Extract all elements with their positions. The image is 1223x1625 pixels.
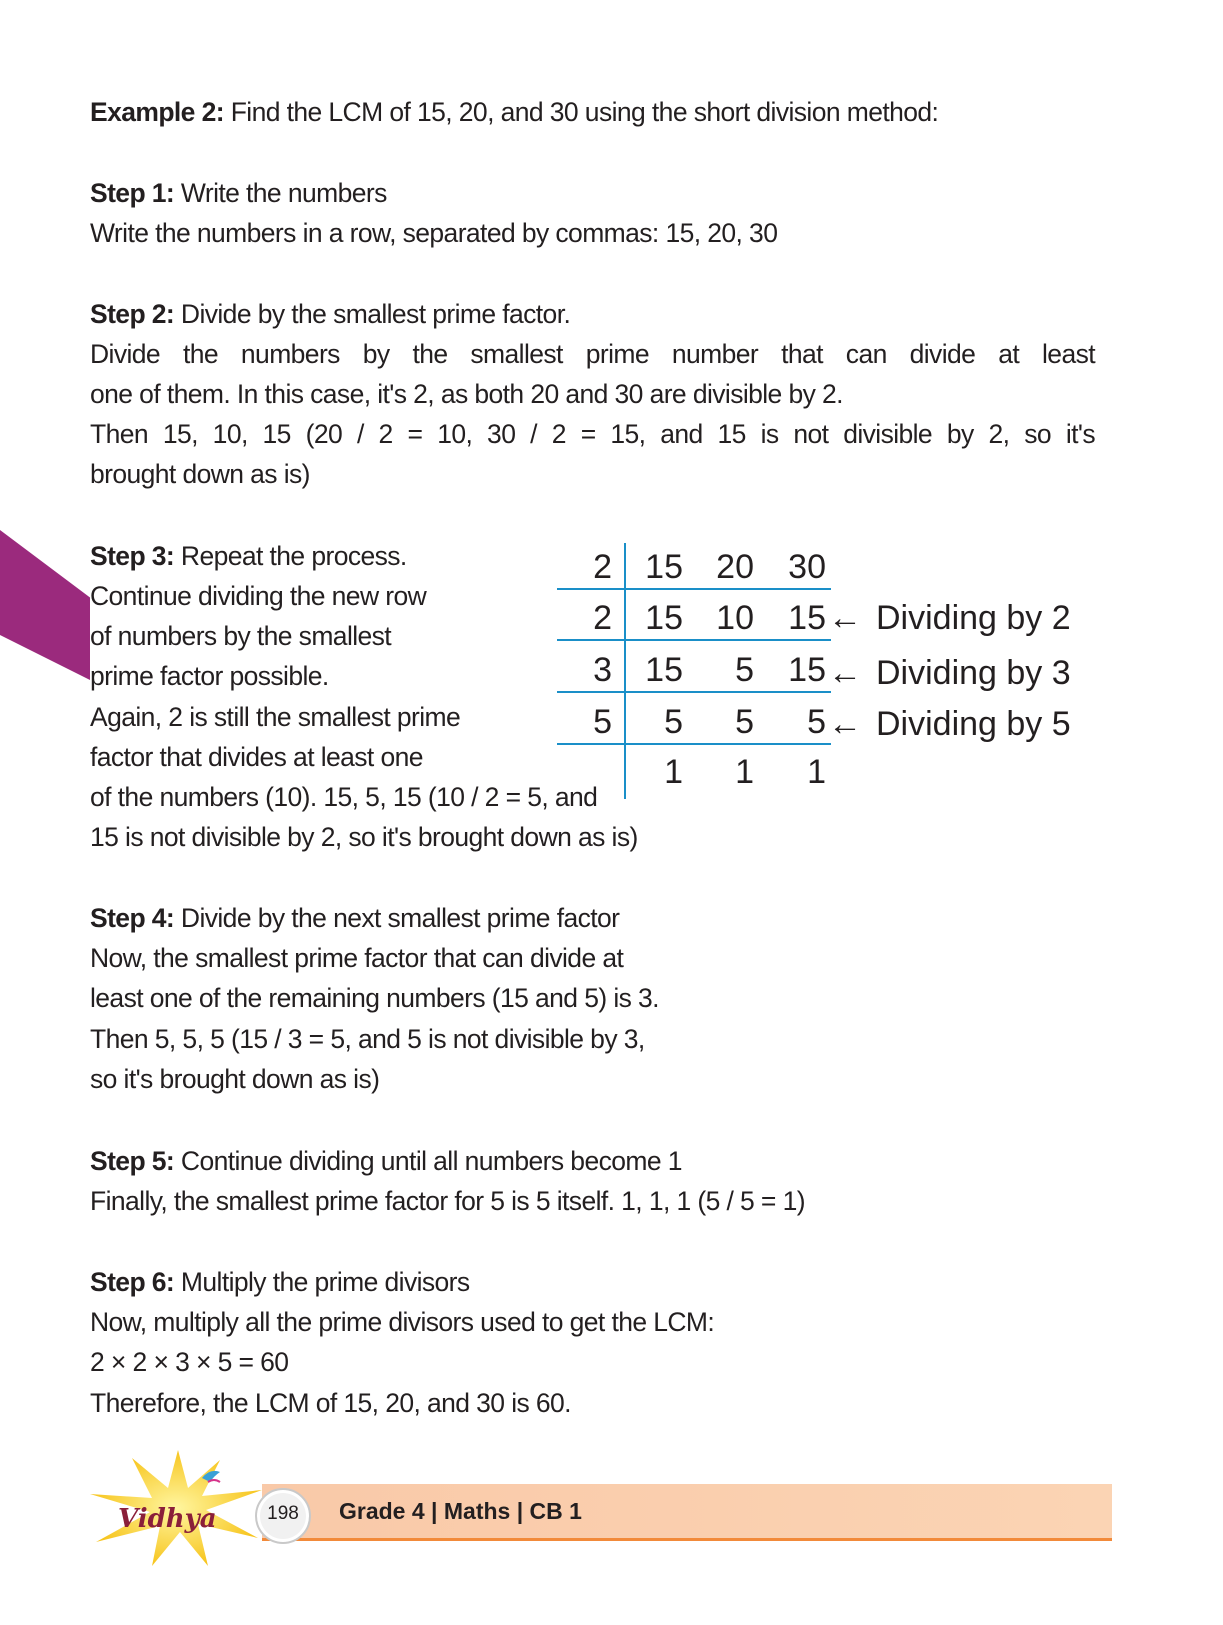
division-rule xyxy=(557,691,831,693)
step4-text-line: least one of the remaining numbers (15 and 5) is 3. xyxy=(90,983,659,1013)
division-value: 1 xyxy=(664,753,683,791)
division-value: 5 xyxy=(735,703,754,741)
step3-text-line: of the numbers (10). 15, 5, 15 (10 / 2 = 5, and xyxy=(90,782,598,812)
step4-heading: Step 4: Divide by the next smallest prime factor xyxy=(90,903,620,933)
division-value: 5 xyxy=(664,703,683,741)
step3-text-line: Again, 2 is still the smallest prime xyxy=(90,702,461,732)
division-value: 15 xyxy=(788,651,826,689)
side-tab xyxy=(0,530,90,680)
division-value: 15 xyxy=(645,548,683,586)
step3-text-line: 15 is not divisible by 2, so it's brought down as is) xyxy=(90,822,638,852)
divisor: 3 xyxy=(593,651,612,689)
division-rule xyxy=(557,588,831,590)
division-value: 1 xyxy=(735,753,754,791)
step2-text-line: brought down as is) xyxy=(90,459,310,489)
step4-text-line: so it's brought down as is) xyxy=(90,1064,380,1094)
step2-text-line: Then 15, 10, 15 (20 / 2 = 10, 30 / 2 = 15, and 15 is not divisible by 2, so it's xyxy=(90,419,1095,449)
step3-text-line: Continue dividing the new row xyxy=(90,581,427,611)
step4-text-line: Now, the smallest prime factor that can divide at xyxy=(90,943,624,973)
footer-title: Grade 4 | Maths | CB 1 xyxy=(339,1498,582,1524)
step3-text-line: factor that divides at least one xyxy=(90,742,423,772)
division-rule xyxy=(557,639,831,641)
step6-text-line: Now, multiply all the prime divisors used to get the LCM: xyxy=(90,1307,715,1337)
step3-text-line: of numbers by the smallest xyxy=(90,621,392,651)
step4-text-line: Then 5, 5, 5 (15 / 3 = 5, and 5 is not divisible by 3, xyxy=(90,1024,645,1054)
step3-text-line: prime factor possible. xyxy=(90,661,329,691)
division-value: 10 xyxy=(716,599,754,637)
divisor: 2 xyxy=(593,599,612,637)
step6-text-line: 2 × 2 × 3 × 5 = 60 xyxy=(90,1347,289,1377)
left-arrow-icon: ← xyxy=(828,599,862,637)
step5-heading: Step 5: Continue dividing until all numbers become 1 xyxy=(90,1146,682,1176)
divisor: 2 xyxy=(593,548,612,586)
step6-text-line: Therefore, the LCM of 15, 20, and 30 is 60. xyxy=(90,1388,571,1418)
step2-text-line: Divide the numbers by the smallest prime number that can divide at least xyxy=(90,339,1095,369)
division-note: ← Dividing by 3 xyxy=(828,654,1071,692)
page-number: 198 xyxy=(267,1503,299,1524)
step1-text: Write the numbers in a row, separated by commas: 15, 20, 30 xyxy=(90,218,778,248)
division-note: ← Dividing by 5 xyxy=(828,705,1071,743)
division-value: 5 xyxy=(735,651,754,689)
division-value: 15 xyxy=(645,599,683,637)
step1-heading: Step 1: Write the numbers xyxy=(90,178,387,208)
division-value: 1 xyxy=(807,753,826,791)
step3-heading: Step 3: Repeat the process. xyxy=(90,541,407,571)
step2-text-line: one of them. In this case, it's 2, as both 20 and 30 are divisible by 2. xyxy=(90,379,843,409)
division-value: 15 xyxy=(645,651,683,689)
division-value: 15 xyxy=(788,599,826,637)
left-arrow-icon: ← xyxy=(828,654,862,692)
left-arrow-icon: ← xyxy=(828,705,862,743)
logo-wordmark: Vidhya xyxy=(118,1504,217,1534)
step6-heading: Step 6: Multiply the prime divisors xyxy=(90,1267,470,1297)
division-value: 20 xyxy=(716,548,754,586)
example-heading: Example 2: Find the LCM of 15, 20, and 30 using the short division method: xyxy=(90,97,939,127)
division-value: 5 xyxy=(807,703,826,741)
step2-heading: Step 2: Divide by the smallest prime factor. xyxy=(90,299,571,329)
division-rule xyxy=(557,743,831,745)
division-note: ← Dividing by 2 xyxy=(828,599,1071,637)
step5-text-line: Finally, the smallest prime factor for 5 is 5 itself. 1, 1, 1 (5 / 5 = 1) xyxy=(90,1186,805,1216)
division-vertical-line xyxy=(624,543,626,799)
divisor: 5 xyxy=(593,703,612,741)
division-value: 30 xyxy=(788,548,826,586)
